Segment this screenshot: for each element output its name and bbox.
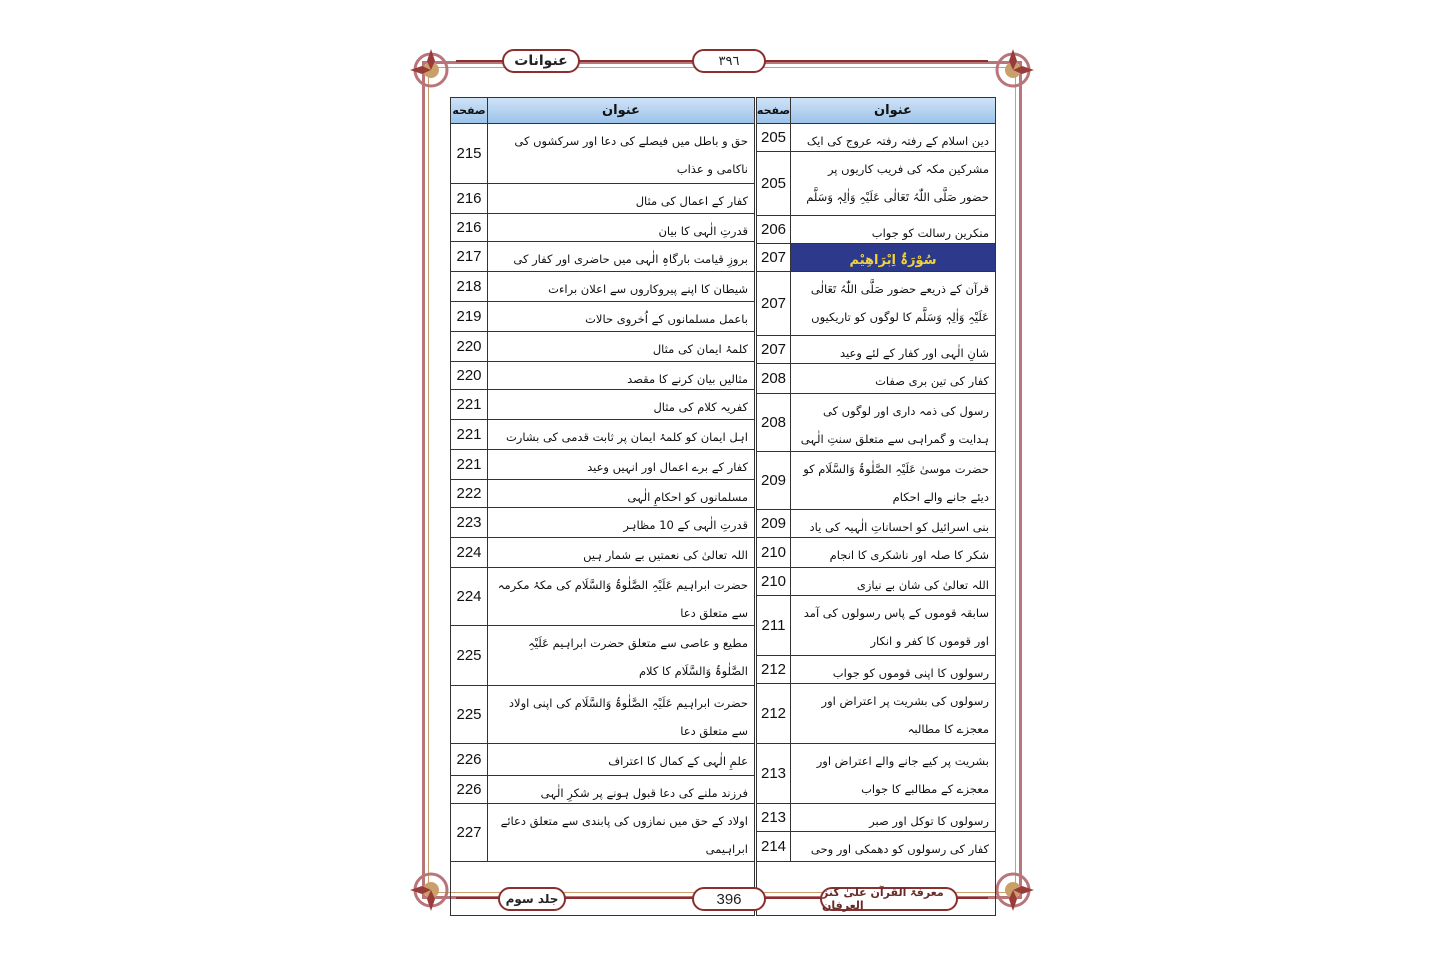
page-number-cell: 208 (757, 394, 791, 451)
page-number-cell: 224 (451, 568, 488, 625)
entry-title: اللہ تعالیٰ کی نعمتیں بے شمار ہیں (583, 548, 748, 562)
page-number-cell: 207 (757, 272, 791, 335)
page-number-cell: 220 (451, 332, 488, 361)
table-row (757, 684, 995, 744)
page-number-cell: 225 (451, 626, 488, 685)
footer-volume: جلد سوم (498, 887, 566, 911)
page-number-cell: 213 (757, 804, 791, 831)
entry-title: رسول کی ذمہ داری اور لوگوں کی ہدایت و گمراہی سے متعلق سنتِ الٰہی (800, 404, 989, 446)
page-number-cell: 221 (451, 420, 488, 449)
table-row (757, 538, 995, 568)
page-number-cell: 207 (757, 244, 791, 271)
entry-title: قدرتِ الٰہی کا بیان (658, 224, 748, 238)
table-row (757, 744, 995, 804)
entry-title: اللہ تعالیٰ کی شان بے نیازی (856, 578, 989, 592)
page-number-cell: 221 (451, 390, 488, 419)
footer-page-number-text: 396 (716, 890, 742, 908)
page-number-cell: 227 (451, 804, 488, 861)
entry-title: سابقہ قوموں کے پاس رسولوں کی آمد اور قوموں کا کفر و انکار (803, 606, 989, 648)
header-page-number: ٣٩٦ (692, 49, 766, 73)
page-number-cell: 216 (451, 214, 488, 241)
page-number-cell: 222 (451, 480, 488, 507)
entry-title: کفار کی رسولوں کو دھمکی اور وحی (810, 842, 989, 856)
entry-title: مسلمانوں کو احکامِ الٰہی (627, 490, 748, 504)
table-row (451, 332, 754, 362)
entry-title: بروزِ قیامت بارگاہِ الٰہی میں حاضری اور کفار کی (513, 252, 748, 266)
table-row (451, 744, 754, 776)
corner-ornament-top-left (408, 47, 454, 93)
table-row (757, 336, 995, 364)
entry-title: قرآن کے ذریعے حضور صَلَّی اللّٰہُ تَعَالٰی عَلَیْہِ وَاٰلِہٖ وَسَلَّم کا لوگوں کو تاریکیوں (810, 282, 989, 324)
entry-title: کفریہ کلام کی مثال (653, 400, 748, 414)
table-row (451, 390, 754, 420)
page-number-cell: 205 (757, 152, 791, 215)
page-number-cell: 214 (757, 832, 791, 861)
table-row (451, 538, 754, 568)
table-row (451, 480, 754, 508)
table-row (757, 152, 995, 216)
table-row (757, 452, 995, 510)
page-number-cell: 225 (451, 686, 488, 743)
table-row (451, 776, 754, 804)
page-number-cell: 223 (451, 508, 488, 537)
entry-title: حضرت موسیٰ عَلَیْہِ الصَّلٰوۃُ وَالسَّلَام کو دیئے جانے والے احکام (803, 462, 989, 504)
footer-page-number (692, 887, 766, 911)
table-row (757, 804, 995, 832)
contents-column-left (450, 97, 755, 916)
page-number-cell: 208 (757, 364, 791, 393)
page-number-cell: 220 (451, 362, 488, 389)
table-row (451, 362, 754, 390)
entry-title: حضرت ابراہیم عَلَیْہِ الصَّلٰوۃُ وَالسَّلَام کی مکۂ مکرمہ سے متعلق دعا (497, 578, 748, 620)
entry-title: کفار کی تین بری صفات (875, 374, 989, 388)
table-row (757, 364, 995, 394)
entry-title: مشرکین مکہ کی فریب کاریوں پر حضور صَلَّی اللّٰہُ تَعَالٰی عَلَیْہِ وَاٰلِہٖ وَسَلَّم (806, 162, 989, 204)
entry-title: قدرتِ الٰہی کے 10 مظاہر (623, 518, 748, 532)
page-number-cell: 226 (451, 744, 488, 775)
entry-title: علمِ الٰہی کے کمال کا اعتراف (608, 754, 748, 768)
header-page-cell: صفحه (757, 98, 791, 124)
surah-title: سُوْرَۃُ اِبْرَاهِيْم (849, 253, 937, 268)
page-number-cell: 211 (757, 596, 791, 655)
entry-title: مطیع و عاصی سے متعلق حضرت ابراہیم عَلَیْہِ الصَّلٰوۃُ وَالسَّلَام کا کلام (528, 636, 748, 678)
table-row (451, 568, 754, 626)
table-row (451, 450, 754, 480)
entry-title: حق و باطل میں فیصلے کی دعا اور سرکشوں کی ناکامی و عذاب (514, 134, 748, 176)
table-row (451, 214, 754, 242)
table-row (451, 272, 754, 302)
table-row (451, 302, 754, 332)
page-number-cell: 221 (451, 450, 488, 479)
entry-title: فرزند ملنے کی دعا قبول ہونے پر شکرِ الٰہی (540, 786, 748, 800)
page-number-cell: 209 (757, 510, 791, 537)
page-number-cell: 212 (757, 684, 791, 743)
table-row (757, 656, 995, 684)
table-row (757, 510, 995, 538)
table-row (451, 124, 754, 184)
page-number-cell: 219 (451, 302, 488, 331)
table-row (757, 596, 995, 656)
entry-title: رسولوں کی بشریت پر اعتراض اور معجزے کا مطالبہ (821, 694, 989, 736)
page-number-cell: 216 (451, 184, 488, 213)
entry-title: کفار کے اعمال کی مثال (635, 194, 748, 208)
page-number-cell: 218 (451, 272, 488, 301)
page-number-cell: 210 (757, 538, 791, 567)
entry-title: باعمل مسلمانوں کے اُخروی حالات (585, 312, 748, 326)
header-page-cell: صفحه (451, 98, 488, 124)
page-number-cell: 217 (451, 242, 488, 271)
header-title-cell: عنوان (791, 98, 995, 124)
page-number-cell: 226 (451, 776, 488, 803)
header-title-cell: عنوان (488, 98, 754, 124)
table-row (757, 272, 995, 336)
table-row (451, 184, 754, 214)
header-title: عنوانات (502, 49, 580, 73)
entry-title: مثالیں بیان کرنے کا مقصد (627, 372, 748, 386)
book-page (408, 47, 1036, 913)
contents-table (450, 97, 996, 916)
entry-title: اہل ایمان کو کلمۂ ایمان پر ثابت قدمی کی بشارت (505, 430, 748, 444)
table-row (451, 804, 754, 862)
table-row (451, 420, 754, 450)
table-row (757, 832, 995, 862)
entry-title: اولاد کے حق میں نمازوں کی پابندی سے متعلق دعائے ابراہیمی (500, 814, 748, 856)
page-number-cell: 206 (757, 216, 791, 243)
entry-title: شانِ الٰہی اور کفار کے لئے وعید (839, 346, 989, 360)
table-row (757, 568, 995, 596)
entry-title: بنی اسرائیل کو احساناتِ الٰہیہ کی یاد (809, 520, 989, 534)
page-number-cell: 210 (757, 568, 791, 595)
page-number-cell: 205 (757, 124, 791, 151)
table-row (451, 242, 754, 272)
page-number-cell: 212 (757, 656, 791, 683)
page-number-cell: 207 (757, 336, 791, 363)
corner-ornament-bottom-left (408, 867, 454, 913)
entry-title: شیطان کا اپنے پیروکاروں سے اعلان براءت (548, 282, 748, 296)
table-row (451, 508, 754, 538)
page-number-cell: 209 (757, 452, 791, 509)
corner-ornament-bottom-right (990, 867, 1036, 913)
page-number-cell: 215 (451, 124, 488, 183)
footer-book-title: معرفۃ القرآن علیٰ کنز العرفان (820, 887, 958, 911)
entry-title: منکرین رسالت کو جواب (871, 226, 989, 240)
corner-ornament-top-right (990, 47, 1036, 93)
page-number-cell: 213 (757, 744, 791, 803)
table-row (451, 686, 754, 744)
entry-title: حضرت ابراہیم عَلَیْہِ الصَّلٰوۃُ وَالسَّلَام کی اپنی اولاد سے متعلق دعا (508, 696, 748, 738)
table-row (757, 394, 995, 452)
surah-heading-row (757, 244, 995, 272)
table-row (451, 626, 754, 686)
entry-title: کفار کے برے اعمال اور انہیں وعید (587, 460, 748, 474)
entry-title: کلمۂ ایمان کی مثال (652, 342, 748, 356)
table-row (757, 124, 995, 152)
entry-title: رسولوں کا توکل اور صبر (869, 814, 989, 828)
table-row (757, 216, 995, 244)
entry-title: بشریت پر کیے جانے والے اعتراض اور معجزے کے مطالبے کا جواب (816, 754, 989, 796)
entry-title: شکر کا صلہ اور ناشکری کا انجام (829, 548, 989, 562)
contents-column-right (756, 97, 996, 916)
entry-title: رسولوں کا اپنی قوموں کو جواب (832, 666, 989, 680)
page-number-cell: 224 (451, 538, 488, 567)
entry-title: دین اسلام کے رفتہ رفتہ عروج کی ایک (806, 134, 989, 148)
